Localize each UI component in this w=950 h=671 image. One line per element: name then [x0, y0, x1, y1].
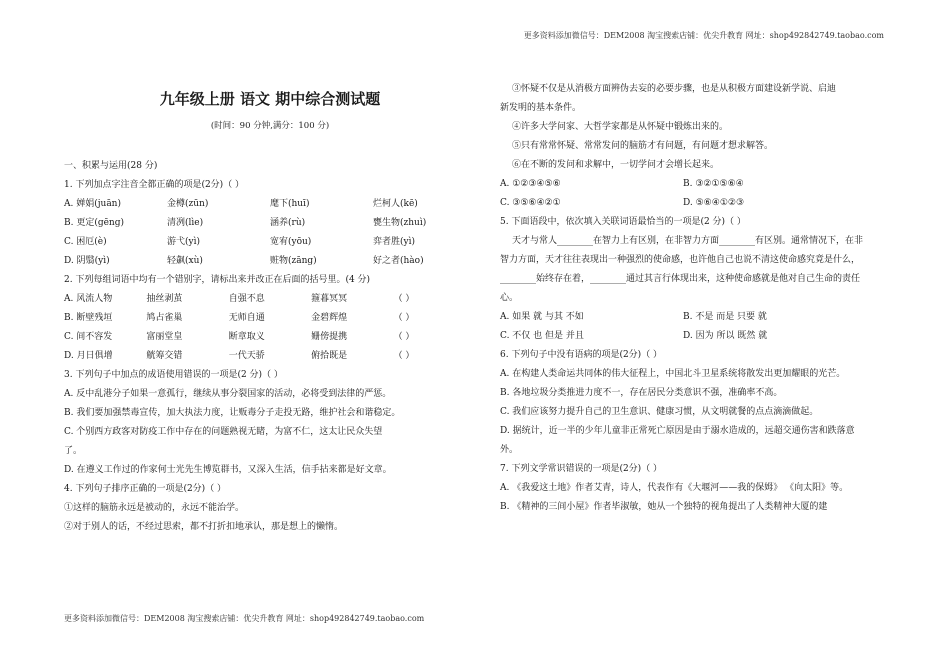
q3-option-b: B. 我们要加强禁毒宣传，加大执法力度，让贩毒分子走投无路，维护社会和谐稳定。 — [64, 408, 401, 418]
q7-option-a: A. 《我爱这土地》作者艾青，诗人，代表作有《大堰河——我的保姆》 《向太阳》等。 — [500, 483, 849, 493]
option-cell: 鸠占雀巢 — [146, 313, 183, 323]
option-cell: C. 困厄(è) — [64, 237, 107, 247]
option-cell: 轻飙(xù) — [167, 256, 203, 266]
option-cell: 清冽(lìe) — [167, 218, 204, 228]
option-cell: B. 不是 而是 只要 就 — [683, 312, 767, 322]
option-cell: 无师自通 — [228, 313, 265, 323]
header-note: 更多资料添加微信号：DEM2008 淘宝搜索店铺：优尖升教育 网址：shop492842749.taobao.com — [523, 31, 884, 40]
option-cell: 自强不息 — [228, 294, 265, 304]
q1-row — [64, 195, 476, 214]
q6-option-b: B. 各地垃圾分类推进力度不一，存在居民分类意识不强，准确率不高。 — [500, 388, 783, 398]
q5-passage: 天才与常人________在智力上有区别，在非智力方面________有区别。通常情况下，在非智力方面，天才往往表现出一种强烈的使命感，也许他自己也说不清这使命感究竟是什么，________始终存在着，________通过其言行体现出来，这种使命感就是他对自己生命的责任心。 — [500, 236, 864, 303]
option-cell: 麾下(huī) — [270, 199, 310, 209]
option-cell: C. 不仅 也 但是 并且 — [500, 331, 584, 341]
option-cell: A. ①②③④⑤⑥ — [500, 179, 561, 189]
q3-option-c: C. 个别西方政客对防疫工作中存在的问题熟视无睹，为富不仁，这太让民众失望 — [64, 427, 383, 437]
q2-options — [64, 290, 476, 366]
q1-row — [64, 252, 476, 271]
q4-options-row — [500, 194, 866, 213]
q4-sentence-3: ③怀疑不仅是从消极方面辨伪去妄的必要步骤，也是从积极方面建设新学说、启迪 — [512, 84, 837, 94]
option-cell: B. 更定(gēng) — [64, 218, 125, 228]
q1-row — [64, 233, 476, 252]
q4-sentence-3-cont: 新发明的基本条件。 — [500, 103, 582, 113]
option-cell: 好之者(hào) — [373, 256, 424, 266]
answer-blank: （ ） — [393, 332, 415, 342]
q4-sentence-5: ⑤只有常常怀疑、常常发问的脑筋才有问题，有问题才想求解答。 — [512, 141, 774, 151]
option-cell: 俯拾既是 — [311, 351, 348, 361]
option-cell: 游弋(yì) — [167, 237, 200, 247]
q5-options-row — [500, 327, 866, 346]
option-cell: 甕生物(zhuì) — [373, 218, 427, 228]
answer-blank: （ ） — [393, 351, 415, 361]
question-1: 1. 下列加点字注音全都正确的项是(2分)（ ） — [64, 180, 245, 190]
question-5: 5. 下面语段中，依次填入关联词语最恰当的一项是(2 分)（ ） — [500, 217, 746, 227]
option-cell: 涵养(rù) — [270, 218, 306, 228]
q4-options-row — [500, 175, 866, 194]
q2-row — [64, 290, 476, 309]
option-cell: 宽宥(yōu) — [270, 237, 312, 247]
option-cell: B. ③②①⑤⑥④ — [683, 179, 744, 189]
question-3: 3. 下列句子中加点的成语使用错误的一项是(2 分)（ ） — [64, 370, 283, 380]
option-cell: A. 如果 就 与其 不如 — [500, 312, 584, 322]
q2-row — [64, 328, 476, 347]
question-2: 2. 下列每组词语中均有一个错别字，请标出来并改正在后面的括号里。(4 分) — [64, 275, 371, 285]
q6-option-c: C. 我们应该努力提升自己的卫生意识、健康习惯，从文明就餐的点点滴滴做起。 — [500, 407, 819, 417]
option-cell: 弈者胜(yì) — [373, 237, 415, 247]
option-cell: D. 月日俱增 — [64, 351, 113, 361]
q2-row — [64, 309, 476, 328]
option-cell: C. ③⑤⑥④②① — [500, 198, 561, 208]
question-6: 6. 下列句子中没有语病的项是(2分)（ ） — [500, 350, 663, 360]
option-cell: 觥筹交错 — [146, 351, 183, 361]
option-cell: C. 间不容发 — [64, 332, 113, 342]
answer-blank: （ ） — [393, 313, 415, 323]
option-cell: 姗傍提携 — [311, 332, 348, 342]
q5-options-row — [500, 308, 866, 327]
option-cell: D. ⑤⑥④①②③ — [683, 198, 745, 208]
q4-sentence-2: ②对于别人的话，不经过思索，都不打折扣地承认，那是想上的懒惰。 — [64, 522, 344, 532]
option-cell: 赃物(zāng) — [270, 256, 317, 266]
q3-option-d: D. 在遵义工作过的作家何士光先生博览群书，又深入生活，信手拈来都是好文章。 — [64, 465, 392, 475]
left-column — [64, 80, 476, 537]
q4-sentence-1: ①这样的脑筋永远是被动的，永远不能治学。 — [64, 503, 245, 513]
option-cell: 富丽堂皇 — [146, 332, 183, 342]
option-cell: A. 风流人物 — [64, 294, 113, 304]
answer-blank: （ ） — [393, 294, 415, 304]
page-subtitle: (时间：90 分钟,满分：100 分) — [210, 121, 330, 131]
q3-option-c-cont: 了。 — [64, 446, 83, 456]
option-cell: 一代天骄 — [228, 351, 265, 361]
q7-option-b: B. 《精神的三间小屋》作者毕淑敏，她从一个独特的视角提出了人类精神大厦的建 — [500, 502, 828, 512]
option-cell: B. 断壁残垣 — [64, 313, 113, 323]
option-cell: A. 婵娟(juān) — [64, 199, 121, 209]
q6-option-a: A. 在构建人类命运共同体的伟大征程上，中国北斗卫星系统将散发出更加耀眼的光芒。 — [500, 369, 846, 379]
option-cell: 抽丝剥茧 — [146, 294, 183, 304]
page-title: 九年级上册 语文 期中综合测试题 — [159, 90, 381, 108]
option-cell: D. 阴翳(yì) — [64, 256, 110, 266]
right-column — [500, 80, 866, 517]
option-cell: D. 因为 所以 既然 就 — [683, 331, 768, 341]
option-cell: 金碧辉煌 — [311, 313, 348, 323]
option-cell: 断章取义 — [228, 332, 265, 342]
q1-row — [64, 214, 476, 233]
option-cell: 箍暮冥冥 — [311, 294, 348, 304]
option-cell: 烂柯人(kē) — [373, 199, 418, 209]
section-heading: 一、积累与运用(28 分) — [64, 161, 158, 171]
q2-row — [64, 347, 476, 366]
q3-option-a: A. 反中乱港分子如果一意孤行，继续从事分裂国家的活动，必将受到法律的严惩。 — [64, 389, 392, 399]
q4-sentence-4: ④许多大学问家、大哲学家都是从怀疑中锻炼出来的。 — [512, 122, 729, 132]
q6-option-d: D. 据统计，近一半的少年儿童非正常死亡原因是由于溺水造成的，远超交通伤害和跌落意外。 — [500, 426, 855, 455]
question-4: 4. 下列句子排序正确的一项是(2分)（ ） — [64, 484, 227, 494]
option-cell: 金樽(zūn) — [167, 199, 209, 209]
footer-note: 更多资料添加微信号：DEM2008 淘宝搜索店铺：优尖升教育 网址：shop492842749.taobao.com — [64, 614, 425, 623]
q1-options — [64, 195, 476, 271]
q4-sentence-6: ⑥在不断的发问和求解中，一切学问才会增长起来。 — [512, 160, 720, 170]
question-7: 7. 下列文学常识错误的一项是(2分)（ ） — [500, 464, 663, 474]
